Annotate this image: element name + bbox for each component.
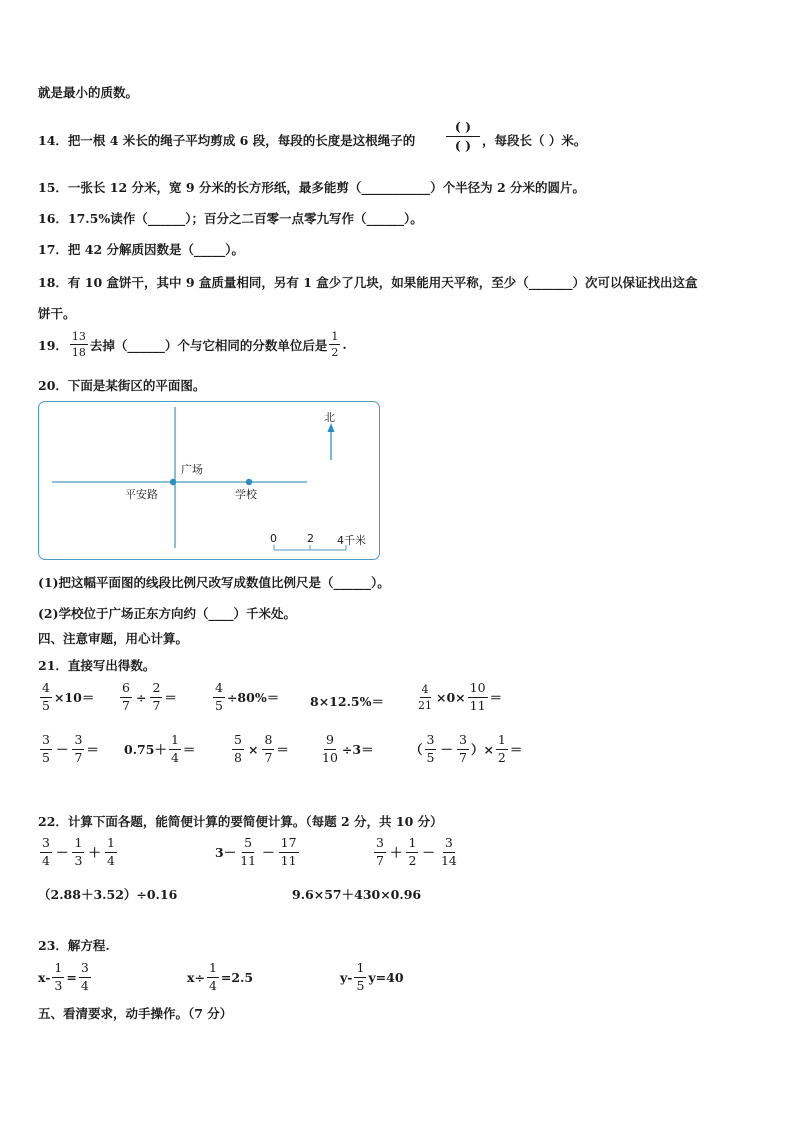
fraction: [213, 682, 225, 712]
numerator: 1: [207, 962, 219, 978]
fraction: [79, 962, 91, 992]
fraction: [72, 837, 84, 867]
denominator: 10: [322, 749, 338, 765]
numerator: 9: [324, 734, 336, 750]
map-drawing: [39, 402, 381, 561]
expr-tail: =2.5: [220, 969, 254, 985]
denominator: 5: [42, 749, 50, 765]
numerator: 3: [40, 837, 52, 853]
fraction-1-2: [329, 331, 340, 358]
q19-end: .: [342, 337, 347, 352]
north-label: 北: [324, 411, 335, 424]
operator: －: [422, 845, 435, 860]
expr-tail: ÷80%＝: [226, 690, 280, 705]
denominator: 11: [469, 697, 486, 713]
expr-head: 0.75＋: [124, 742, 167, 757]
section-4-heading: 四、注意审题，用心计算。: [38, 631, 189, 646]
q19-text: 去掉（______）个与它相同的分数单位后是: [89, 337, 328, 353]
fraction: [320, 734, 340, 764]
expr-head: x-: [38, 969, 51, 985]
numerator: 5: [242, 837, 254, 853]
question-18-line-2: 饼干。: [38, 306, 76, 321]
q23-e2: [187, 962, 253, 992]
fraction: [374, 837, 386, 867]
numerator: 10: [468, 682, 488, 698]
right-paren: ）×: [470, 742, 494, 757]
fraction-13-18: [70, 331, 88, 358]
question-14-blank-fraction: [446, 118, 480, 155]
q22-r1-e3: [372, 837, 461, 867]
expr-tail: ＝: [86, 742, 99, 757]
numerator: 4: [213, 682, 225, 698]
denominator: 2: [331, 346, 339, 359]
operator: ＋: [389, 845, 403, 860]
section-5-heading: 五、看清要求，动手操作。（7 分）: [38, 1006, 233, 1021]
fraction: [406, 837, 418, 867]
expr-tail: ÷3＝: [341, 742, 374, 757]
expr-head: 3－: [215, 845, 237, 860]
scale-label-4km: 4千米: [337, 534, 366, 547]
fraction: [262, 734, 274, 764]
denominator: 14: [440, 852, 457, 868]
q23-e1: [38, 962, 93, 992]
denominator: 5: [426, 749, 435, 765]
numerator: 6: [120, 682, 132, 698]
blank-numerator: ( ): [454, 119, 472, 134]
q22-r1-e1: [38, 837, 119, 867]
fraction: [207, 962, 219, 992]
fraction: [238, 837, 258, 867]
fraction: [496, 734, 508, 764]
school-label: 学校: [235, 488, 257, 501]
numerator: 4: [421, 682, 429, 696]
numerator: 1: [331, 330, 339, 343]
fraction: [40, 734, 52, 764]
fraction: [40, 682, 52, 712]
numerator: 1: [169, 734, 181, 750]
numerator: 3: [457, 734, 469, 750]
denominator: 5: [356, 977, 365, 993]
scale-label-2: 2: [307, 532, 314, 545]
denominator: 3: [54, 977, 63, 993]
denominator: 2: [408, 852, 417, 868]
numerator: 8: [262, 734, 274, 750]
denominator: 5: [215, 697, 223, 713]
operator: ×: [247, 741, 259, 757]
fraction: [279, 837, 299, 867]
road-label: 平安路: [125, 488, 158, 501]
question-20-part-1: (1)把这幅平面图的线段比例尺改写成数值比例尺是（______）。: [38, 575, 390, 590]
plaza-dot: [170, 479, 176, 485]
numerator: 3: [40, 734, 52, 750]
expr-tail: ＝: [164, 690, 177, 705]
denominator: 8: [234, 749, 242, 765]
expr-tail: ＝: [509, 742, 523, 757]
continuation-text: 就是最小的质数。: [38, 85, 139, 100]
expr-tail: y=40: [368, 969, 404, 985]
operator: ×0×: [436, 689, 466, 705]
numerator: 3: [72, 734, 84, 750]
numerator: 3: [425, 734, 437, 750]
blank-denominator: ( ): [454, 138, 472, 153]
question-20-part-2: (2)学校位于广场正东方向约（____）千米处。: [38, 606, 297, 621]
operator: －: [440, 742, 453, 757]
street-map: [38, 401, 380, 560]
numerator: 5: [232, 734, 244, 750]
fraction: [425, 734, 437, 764]
plaza-label: 广场: [181, 463, 203, 476]
numerator: 3: [374, 837, 386, 853]
denominator: 7: [74, 749, 83, 765]
numerator: 1: [52, 962, 64, 978]
denominator: 3: [74, 852, 83, 868]
numerator: 1: [496, 734, 508, 750]
denominator: 7: [458, 749, 467, 765]
q22-r1-e2: [215, 837, 301, 867]
numerator: 3: [443, 837, 455, 853]
expr-tail: ＝: [182, 742, 196, 757]
question-18-line-1: 18．有 10 盒饼干，其中 9 盒质量相同，另有 1 盒少了几块，如果能用天平称，至少（_______）次可以保证找出这盒: [38, 275, 698, 290]
denominator: 7: [264, 749, 273, 765]
numerator: 1: [354, 962, 366, 978]
numerator: 4: [40, 682, 52, 698]
q21-r1-e2: [118, 682, 177, 712]
numerator: 1: [105, 837, 117, 853]
fraction: [120, 682, 132, 712]
expr-head: x÷: [187, 969, 205, 985]
question-14-text-end: ，每段长（ ）米。: [482, 133, 587, 148]
q21-r1-e3: [211, 682, 279, 712]
numerator: 1: [406, 837, 418, 853]
q21-r2-e5: [410, 734, 522, 764]
expr-head: y-: [340, 969, 353, 985]
denominator: 7: [152, 697, 161, 713]
denominator: 5: [42, 697, 50, 713]
q21-r1-e4: 8×12.5%＝: [310, 694, 384, 709]
expr-tail: ×10＝: [53, 690, 95, 705]
denominator: 2: [497, 749, 506, 765]
q21-r2-e2: [124, 734, 195, 764]
operator: ＋: [88, 845, 101, 860]
operator: －: [262, 845, 275, 860]
q22-r2-e2: 9.6×57＋430×0.96: [292, 887, 422, 902]
fraction: [52, 962, 64, 992]
denominator: 4: [42, 852, 50, 868]
q21-r2-e1: [38, 734, 99, 764]
fraction: [40, 837, 52, 867]
fraction: [150, 682, 162, 712]
fraction: [354, 962, 366, 992]
denominator: 11: [240, 852, 257, 868]
q21-r2-e4: [318, 734, 374, 764]
fraction: [457, 734, 469, 764]
numerator: 1: [72, 837, 84, 853]
expr-tail: ＝: [276, 742, 289, 757]
q21-r1-e5: [414, 682, 502, 712]
expr-tail: ＝: [489, 690, 503, 705]
numerator: 17: [279, 837, 299, 853]
numerator: 2: [150, 682, 162, 698]
question-15: 15．一张长 12 分米，宽 9 分米的长方形纸，最多能剪（___________）个半径为 2 分米的圆片。: [38, 180, 586, 195]
operator: －: [55, 845, 69, 860]
fraction: [169, 734, 181, 764]
fraction: [105, 837, 117, 867]
fraction: [468, 682, 488, 712]
fraction: [439, 837, 459, 867]
denominator: 4: [80, 977, 89, 993]
left-paren: （: [410, 742, 423, 757]
equals: =: [66, 969, 77, 985]
operator: ÷: [135, 689, 147, 705]
question-19: [38, 331, 347, 358]
q23-e3: [340, 962, 404, 992]
q21-r1-e1: [38, 682, 94, 712]
numerator: 3: [79, 962, 91, 978]
scale-label-0: 0: [270, 532, 277, 545]
q19-number: 19．: [38, 337, 68, 353]
numerator: 13: [71, 330, 86, 343]
denominator: 11: [280, 852, 297, 868]
denominator: 7: [122, 697, 130, 713]
operator: －: [55, 742, 69, 757]
fraction: [232, 734, 244, 764]
question-20: 20．下面是某街区的平面图。: [38, 378, 206, 393]
fraction: [72, 734, 84, 764]
question-14-text: 14．把一根 4 米长的绳子平均剪成 6 段，每段的长度是这根绳子的: [38, 133, 416, 148]
q22-r2-e1: （2.88＋3.52）÷0.16: [38, 887, 178, 902]
denominator: 4: [208, 977, 217, 993]
question-21: 21．直接写出得数。: [38, 658, 156, 673]
question-23: 23．解方程.: [38, 938, 110, 953]
q21-r2-e3: [230, 734, 289, 764]
question-22: 22．计算下面各题，能简便计算的要简便计算。（每题 2 分，共 10 分）: [38, 814, 443, 829]
question-17: 17．把 42 分解质因数是（_____）。: [38, 242, 244, 257]
denominator: 4: [170, 749, 179, 765]
denominator: 4: [106, 852, 115, 868]
fraction: [416, 684, 434, 711]
denominator: 21: [418, 698, 432, 712]
denominator: 18: [71, 346, 86, 359]
question-16: 16．17.5%读作（______）；百分之二百零一点零九写作（______）。: [38, 211, 423, 226]
school-dot: [246, 479, 252, 485]
denominator: 7: [376, 852, 384, 868]
